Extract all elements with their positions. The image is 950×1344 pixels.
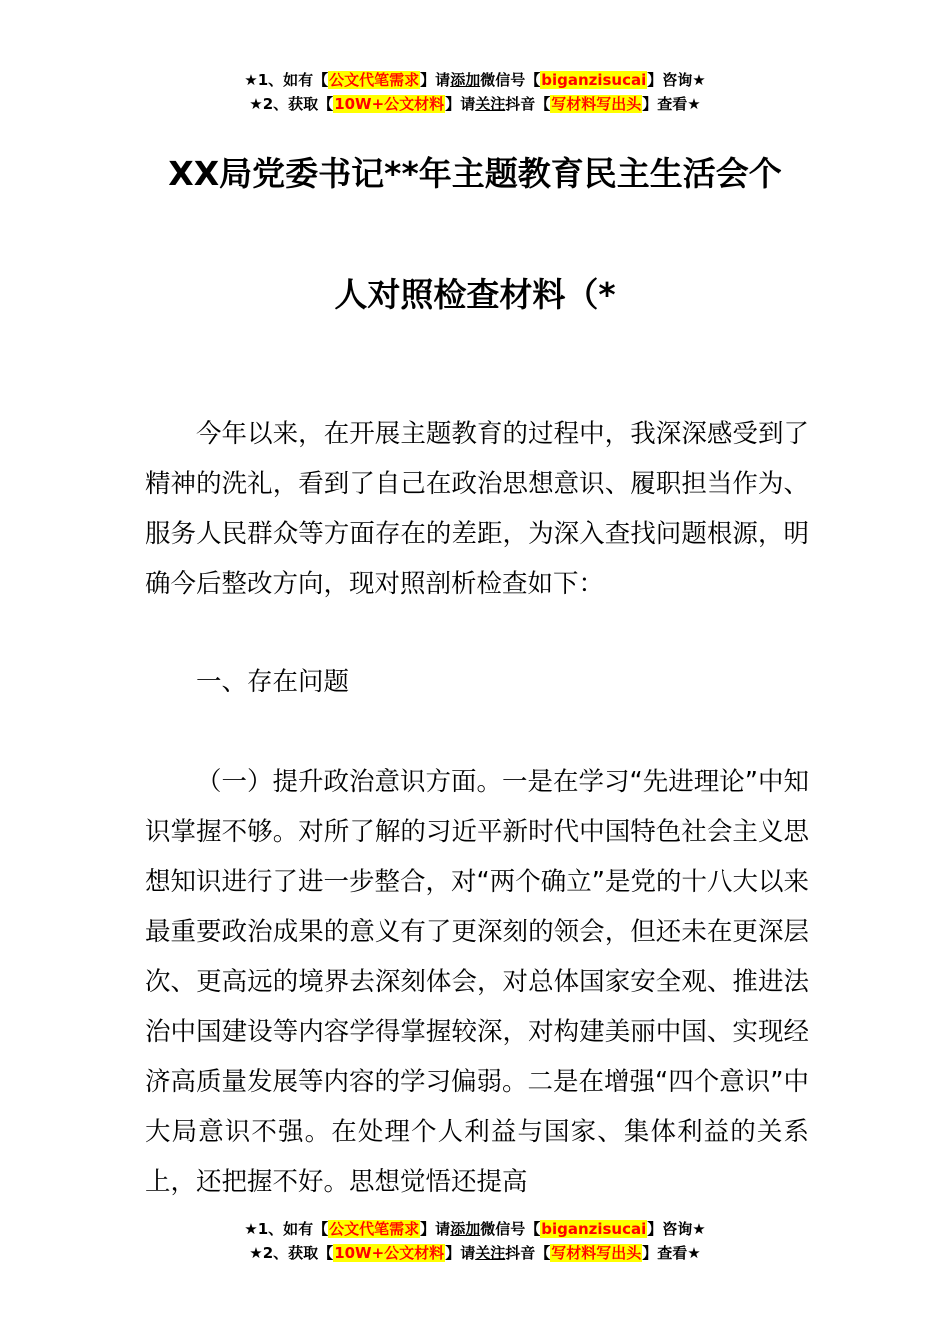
promo-text: 】请 (445, 1244, 476, 1262)
section-heading: 一、存在问题 (196, 667, 350, 697)
promo-text: 微信号【 (480, 71, 541, 89)
promo-highlight: 10W+公文材料 (334, 1244, 445, 1262)
promo-text: 】请 (445, 95, 476, 113)
promo-highlight: 写材料写出头 (551, 95, 642, 113)
promo-line-1 (0, 1217, 950, 1241)
document-title-line-1: XX局党委书记**年主题教育民主生活会个 (168, 154, 782, 193)
promo-text: 】咨询★ (647, 1220, 706, 1238)
promo-text: ★1、如有【 (244, 71, 329, 89)
section-paragraph-block (145, 757, 809, 1207)
promo-text: 】咨询★ (647, 71, 706, 89)
promo-highlight: 公文代笔需求 (329, 1220, 420, 1238)
intro-paragraph: 今年以来，在开展主题教育的过程中，我深深感受到了精神的洗礼，看到了自己在政治思想意识、履职担当作为、服务人民群众等方面存在的差距，为深入查找问题根源，明确今后整改方向，现对照剖析检查如下： (145, 419, 809, 599)
promo-text: ★1、如有【 (244, 1220, 329, 1238)
document-title-line-2: 人对照检查材料（* (334, 275, 616, 314)
promo-emphasis: 关注 (475, 95, 506, 113)
section-paragraph: （一）提升政治意识方面。一是在学习“先进理论”中知识掌握不够。对所了解的习近平新时代中国特色社会主义思想知识进行了进一步整合，对“两个确立”是党的十八大以来最重要政治成果的意义有了更深刻的领会，但还未在更深层次、更高远的境界去深刻体会，对总体国家安全观、推进法治中国建设等内容学得掌握较深，对构建美丽中国、实现经济高质量发展等内容的学习偏弱。二是在增强“四个意识”中大局意识不强。在处理个人利益与国家、集体利益的关系上，还把握不好。思想觉悟还提高 (145, 767, 809, 1197)
top-promo-banner (0, 68, 950, 116)
intro-paragraph-block (145, 409, 809, 609)
promo-emphasis: 添加 (450, 1220, 481, 1238)
promo-highlight: biganzisucai (541, 71, 647, 89)
promo-text: ★2、获取【 (249, 1244, 334, 1262)
promo-line-1 (0, 68, 950, 92)
promo-text: 抖音【 (505, 1244, 551, 1262)
promo-emphasis: 关注 (475, 1244, 506, 1262)
promo-text: 】查看★ (642, 1244, 701, 1262)
promo-emphasis: 添加 (450, 71, 481, 89)
promo-text: 】请 (420, 71, 451, 89)
promo-text: 微信号【 (480, 1220, 541, 1238)
promo-highlight: 10W+公文材料 (334, 95, 445, 113)
bottom-promo-banner (0, 1217, 950, 1265)
promo-text: 抖音【 (505, 95, 551, 113)
promo-highlight: 公文代笔需求 (329, 71, 420, 89)
promo-line-2 (0, 92, 950, 116)
promo-text: 】请 (420, 1220, 451, 1238)
section-heading-block (145, 657, 809, 707)
promo-highlight: 写材料写出头 (551, 1244, 642, 1262)
promo-line-2 (0, 1241, 950, 1265)
promo-text: 】查看★ (642, 95, 701, 113)
promo-text: ★2、获取【 (249, 95, 334, 113)
promo-highlight: biganzisucai (541, 1220, 647, 1238)
